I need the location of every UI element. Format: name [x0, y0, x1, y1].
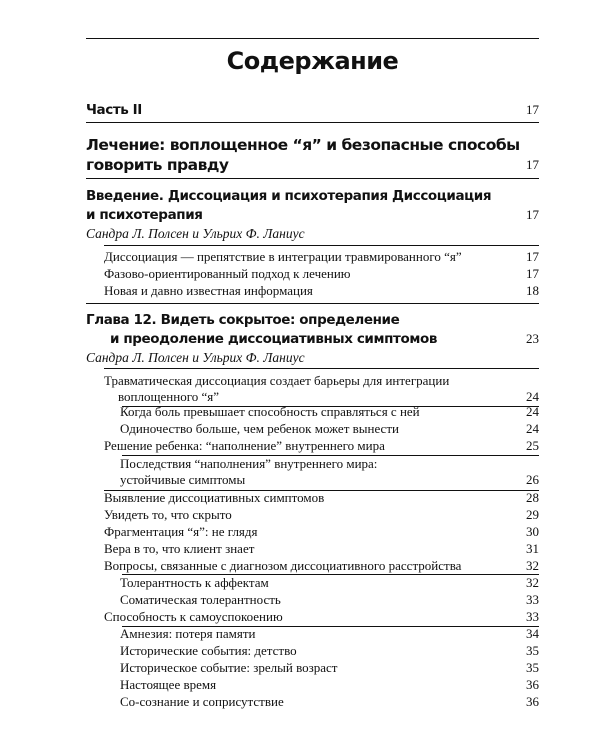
toc-chapter-authors	[86, 349, 539, 367]
entry-page: 36	[526, 694, 539, 709]
part-page: 17	[526, 102, 539, 117]
entry-page: 32	[526, 575, 539, 590]
toc-entry	[86, 557, 539, 575]
entry-text: воплощенного “я”	[118, 389, 219, 404]
entry-page: 33	[526, 609, 539, 624]
entry-text: Травматическая диссоциация создает барьеры для интеграции	[104, 373, 450, 388]
entry-text: Последствия “наполнения” внутреннего мира:	[120, 456, 378, 471]
top-rule	[86, 38, 539, 39]
entry-page: 33	[526, 592, 539, 607]
entry-page: 24	[526, 389, 539, 404]
entry-text: устойчивые симптомы	[120, 472, 246, 487]
section-rule	[86, 122, 539, 123]
entry-text: Новая и давно известная информация	[104, 283, 313, 298]
entry-text: Со-сознание и соприсутствие	[120, 694, 284, 709]
entry-text: Способность к самоуспокоению	[104, 609, 283, 624]
toc-entry	[86, 523, 539, 541]
toc-chapter-line-1	[86, 311, 539, 329]
toc-entry	[86, 403, 539, 421]
part-label: Часть II	[86, 102, 142, 118]
toc-part-entry	[86, 101, 539, 119]
entry-page: 25	[526, 438, 539, 453]
toc-entry	[86, 676, 539, 694]
entry-page: 29	[526, 507, 539, 522]
heading-page: 17	[526, 157, 539, 172]
entry-text: Увидеть то, что скрыто	[104, 507, 232, 522]
toc-heading-line-1	[86, 136, 539, 154]
entry-text: Фрагментация “я”: не глядя	[104, 524, 258, 539]
heading-line-2: говорить правду	[86, 156, 229, 174]
intro-page: 17	[526, 207, 539, 222]
toc-chapter-line-2	[86, 330, 539, 348]
toc-intro-line-1	[86, 187, 539, 205]
entry-text: Вера в то, что клиент знает	[104, 541, 255, 556]
entry-page: 18	[526, 283, 539, 298]
entry-text: Толерантность к аффектам	[120, 575, 269, 590]
entry-page: 17	[526, 249, 539, 264]
entry-text: Когда боль превышает способность справляться с ней	[120, 404, 420, 419]
toc-entry	[86, 471, 539, 489]
entry-page: 31	[526, 541, 539, 556]
entry-page: 17	[526, 266, 539, 281]
toc-entry	[86, 574, 539, 592]
entry-page: 34	[526, 626, 539, 641]
toc-entry	[86, 282, 539, 300]
toc-entry	[86, 642, 539, 660]
subsection-rule	[104, 245, 539, 246]
page-title: Содержание	[226, 47, 399, 75]
toc-entry	[86, 437, 539, 455]
chapter-authors: Сандра Л. Полсен и Ульрих Ф. Ланиус	[86, 350, 305, 365]
entry-page: 30	[526, 524, 539, 539]
toc-entry	[86, 506, 539, 524]
entry-text: Одиночество больше, чем ребенок может вынести	[120, 421, 399, 436]
entry-page: 35	[526, 643, 539, 658]
heading-line-1: Лечение: воплощенное “я” и безопасные способы	[86, 136, 520, 154]
toc-heading-line-2	[86, 156, 539, 174]
toc-intro-line-2	[86, 206, 539, 224]
toc-entry	[86, 659, 539, 677]
entry-page: 24	[526, 421, 539, 436]
toc-entry	[86, 420, 539, 438]
chapter-line-1: Глава 12. Видеть сокрытое: определение	[86, 312, 400, 328]
entry-page: 26	[526, 472, 539, 487]
toc-intro-authors	[86, 225, 539, 243]
subsection-rule	[104, 368, 539, 369]
toc-entry	[86, 248, 539, 266]
toc-entry	[86, 540, 539, 558]
entry-page: 24	[526, 404, 539, 419]
chapter-page: 23	[526, 331, 539, 346]
entry-text: Историческое событие: зрелый возраст	[120, 660, 338, 675]
entry-text: Амнезия: потеря памяти	[120, 626, 256, 641]
entry-text: Диссоциация — препятствие в интеграции травмированного “я”	[104, 249, 462, 264]
entry-text: Решение ребенка: “наполнение” внутреннего мира	[104, 438, 385, 453]
toc-entry	[86, 591, 539, 609]
entry-text: Выявление диссоциативных симптомов	[104, 490, 325, 505]
section-rule	[86, 303, 539, 304]
entry-text: Соматическая толерантность	[120, 592, 281, 607]
intro-line-2: и психотерапия	[86, 207, 203, 223]
chapter-line-2: и преодоление диссоциативных симптомов	[110, 331, 438, 347]
entry-text: Вопросы, связанные с диагнозом диссоциативного расстройства	[104, 558, 462, 573]
toc-entry	[86, 608, 539, 626]
toc-entry	[86, 693, 539, 711]
toc-page	[86, 0, 539, 750]
intro-line-1: Введение. Диссоциация и психотерапия Диссоциация	[86, 188, 492, 204]
entry-text: Фазово-ориентированный подход к лечению	[104, 266, 351, 281]
entry-text: Исторические события: детство	[120, 643, 297, 658]
entry-page: 32	[526, 558, 539, 573]
section-rule	[86, 178, 539, 179]
intro-authors: Сандра Л. Полсен и Ульрих Ф. Ланиус	[86, 226, 305, 241]
toc-entry	[86, 489, 539, 507]
entry-page: 28	[526, 490, 539, 505]
entry-page: 36	[526, 677, 539, 692]
entry-page: 35	[526, 660, 539, 675]
entry-text: Настоящее время	[120, 677, 217, 692]
toc-entry	[86, 625, 539, 643]
toc-entry	[86, 265, 539, 283]
